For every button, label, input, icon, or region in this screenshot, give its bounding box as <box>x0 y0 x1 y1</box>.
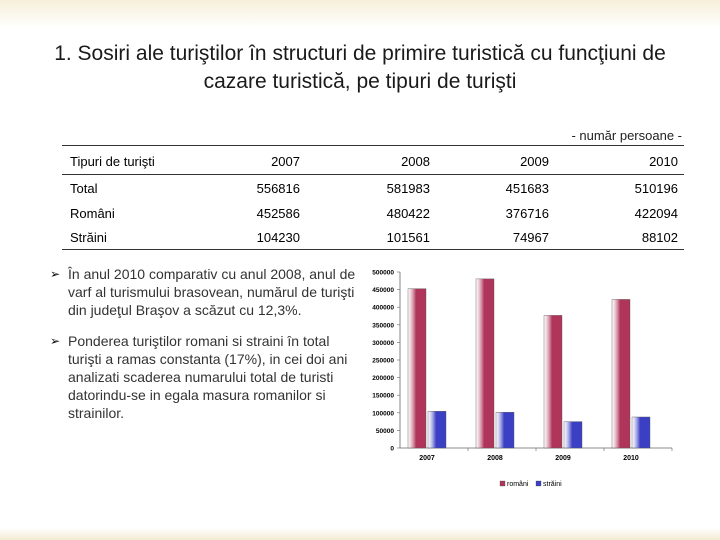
table-header: Tipuri de turişti <box>70 154 155 169</box>
table-cell: 480422 <box>386 206 430 221</box>
y-tick-label: 50000 <box>375 427 394 435</box>
table-cell: 88102 <box>641 230 678 245</box>
x-tick-label: 2010 <box>623 455 639 462</box>
table-cell: 556816 <box>256 181 300 196</box>
bar-romani <box>544 315 562 448</box>
bullet-item <box>50 332 360 422</box>
unit-note: - număr persoane - <box>571 128 682 143</box>
y-tick-label: 450000 <box>372 287 394 295</box>
table-header: 2008 <box>401 154 430 169</box>
table-header: 2009 <box>520 154 549 169</box>
table-cell: 422094 <box>634 206 678 221</box>
table-rule-mid <box>62 174 684 175</box>
y-tick-label: 500000 <box>372 269 394 277</box>
legend-label: străini <box>543 481 562 488</box>
bullet-list <box>50 265 360 422</box>
table-row-label: Total <box>70 181 98 196</box>
y-tick-label: 150000 <box>372 392 394 400</box>
y-tick-label: 100000 <box>372 410 394 418</box>
arrow-bullet-icon: ➢ <box>50 334 61 348</box>
table-rule-bottom <box>62 249 684 250</box>
slide-title: 1. Sosiri ale turiştilor în structuri de primire turistică cu funcţiuni de cazare turistică, pe tipuri de turişti <box>54 42 666 93</box>
table-cell: 101561 <box>386 230 430 245</box>
bar-straini <box>564 422 582 448</box>
x-tick-label: 2007 <box>419 455 435 462</box>
y-tick-label: 400000 <box>372 304 394 312</box>
decorative-top-band <box>0 0 720 28</box>
table-cell: 451683 <box>505 181 549 196</box>
table-cell: 74967 <box>512 230 549 245</box>
table-row-label: Români <box>70 206 115 221</box>
y-tick-label: 350000 <box>372 322 394 330</box>
bar-romani <box>408 289 426 448</box>
y-tick-label: 200000 <box>372 375 394 383</box>
bar-straini <box>428 411 446 448</box>
legend-swatch <box>500 481 505 486</box>
bar-romani <box>612 299 630 448</box>
y-tick-label: 250000 <box>372 357 394 365</box>
table-cell: 104230 <box>256 230 300 245</box>
legend-swatch <box>536 481 541 486</box>
bar-straini <box>632 417 650 448</box>
bullet-text: În anul 2010 comparativ cu anul 2008, anul de varf al turismului brasovean, numărul de turişti din judeţul Braşov a scăzut cu 12,3%. <box>68 266 356 318</box>
arrow-bullet-icon: ➢ <box>50 267 61 281</box>
bar-chart <box>360 260 680 500</box>
bullet-item <box>50 265 360 319</box>
table-cell: 376716 <box>505 206 549 221</box>
y-tick-label: 0 <box>390 445 394 453</box>
table-header: 2010 <box>649 154 678 169</box>
bar-romani <box>476 279 494 448</box>
table-cell: 581983 <box>386 181 430 196</box>
y-tick-label: 300000 <box>372 339 394 347</box>
table-cell: 452586 <box>256 206 300 221</box>
decorative-bottom-band <box>0 528 720 540</box>
table-cell: 510196 <box>634 181 678 196</box>
legend-label: români <box>507 481 529 488</box>
table-rule-top <box>62 145 684 146</box>
bullet-text: Ponderea turiştilor romani si straini în total turişti a ramas constanta (17%), in cei doi ani analizati scaderea numarului total de turisti datorindu-se in egala masura romanilor si strainilor. <box>68 333 348 421</box>
x-tick-label: 2009 <box>555 455 571 462</box>
bar-straini <box>496 412 514 448</box>
table-row-label: Străini <box>70 230 107 245</box>
x-tick-label: 2008 <box>487 455 503 462</box>
table-header: 2007 <box>271 154 300 169</box>
